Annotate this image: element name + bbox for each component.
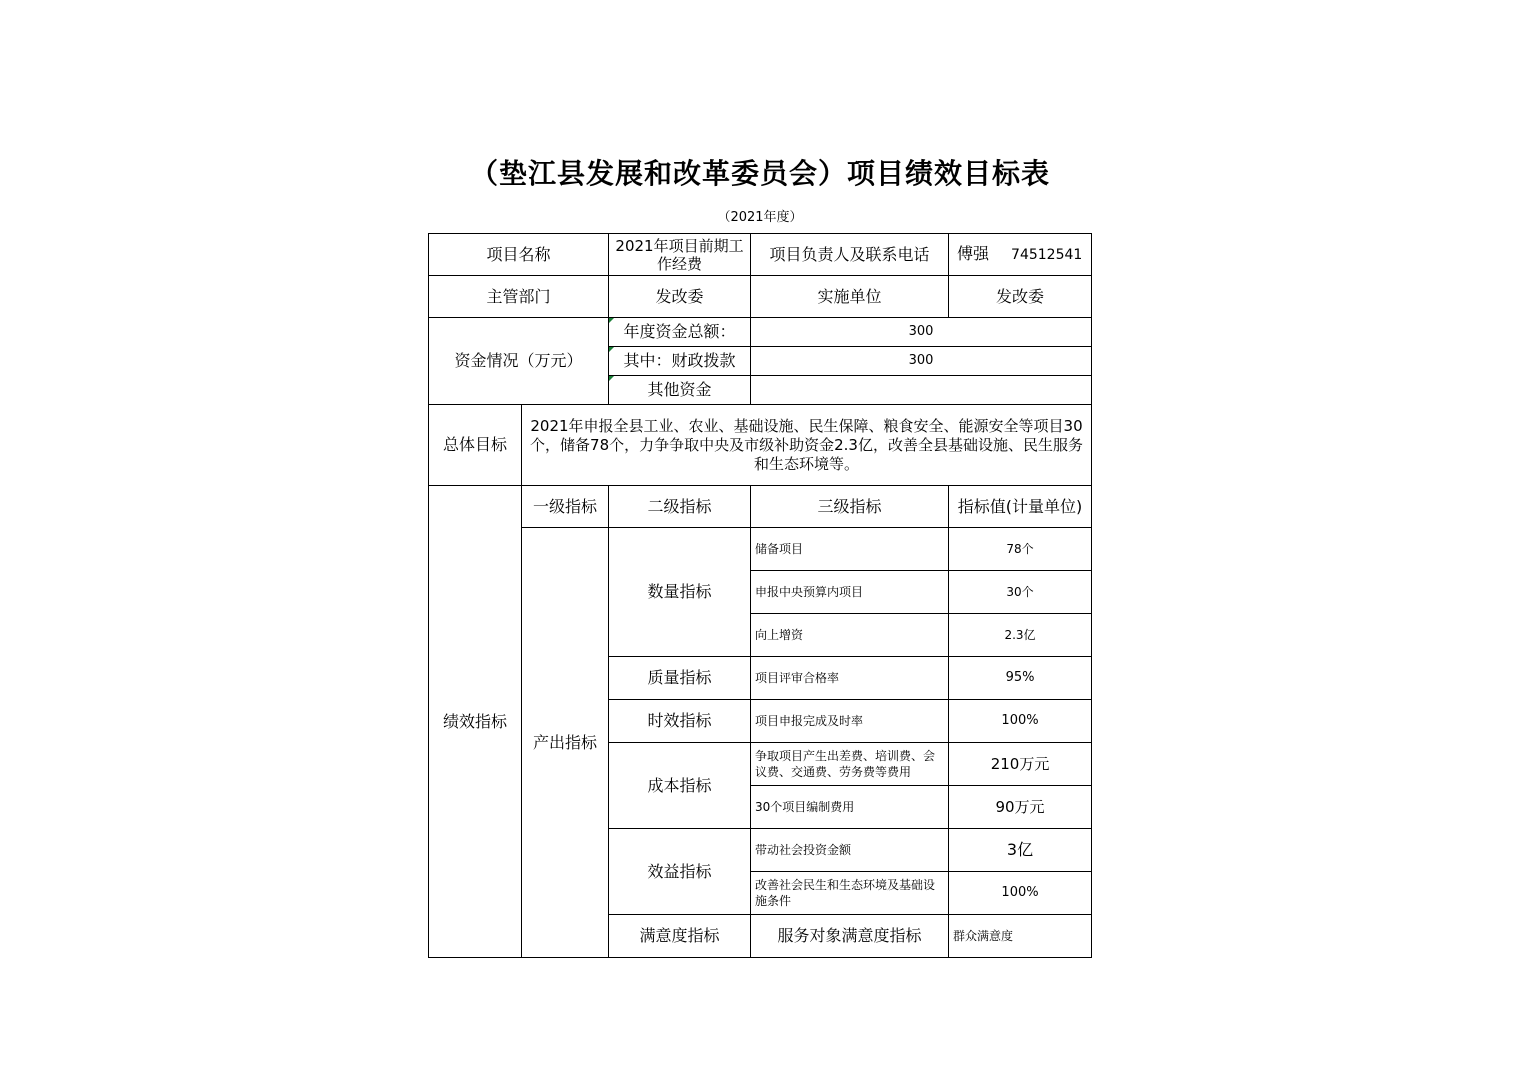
- funds-total-label: 年度资金总额：: [609, 318, 751, 347]
- indicator-value: 90万元: [949, 786, 1092, 829]
- indicator-name: 向上增资: [751, 614, 949, 657]
- table-row-project-name: [429, 234, 1092, 276]
- satisfaction-indicator-label: 满意度指标: [609, 915, 751, 958]
- funds-label: 资金情况（万元）: [429, 318, 609, 405]
- page-subtitle-year: （2021年度）: [717, 210, 803, 225]
- funds-total-value: 300: [751, 318, 1092, 347]
- indicator-name: 储备项目: [751, 528, 949, 571]
- goal-label: 总体目标: [429, 405, 522, 486]
- funds-fiscal-value: 300: [751, 347, 1092, 376]
- indicator-value: 210万元: [949, 743, 1092, 786]
- project-name-value: 2021年项目前期工作经费: [609, 234, 751, 276]
- header-level3: 三级指标: [751, 486, 949, 528]
- header-value: 指标值(计量单位): [949, 486, 1092, 528]
- table-row-overall-goal: [429, 405, 1092, 486]
- leader-name: 傅强: [957, 244, 990, 263]
- project-name-label: 项目名称: [429, 234, 609, 276]
- indicator-name: 群众满意度: [949, 915, 1092, 958]
- impl-label: 实施单位: [751, 276, 949, 318]
- indicator-value: 3亿: [949, 829, 1092, 872]
- quantity-indicator-label: 数量指标: [609, 528, 751, 657]
- indicator-name: 带动社会投资金额: [751, 829, 949, 872]
- quality-indicator-label: 质量指标: [609, 657, 751, 700]
- header-level2: 二级指标: [609, 486, 751, 528]
- indicator-name: 改善社会民生和生态环境及基础设施条件: [751, 872, 949, 915]
- indicator-name: 申报中央预算内项目: [751, 571, 949, 614]
- indicator-name: 30个项目编制费用: [751, 786, 949, 829]
- performance-target-table: [428, 233, 1092, 958]
- indicator-value: 100%: [949, 872, 1092, 915]
- table-row-department: [429, 276, 1092, 318]
- dept-label: 主管部门: [429, 276, 609, 318]
- output-indicator-label: 产出指标: [522, 528, 609, 958]
- funds-other-value: [751, 376, 1092, 405]
- goal-text: 2021年申报全县工业、农业、基础设施、民生保障、粮食安全、能源安全等项目30个，储备78个，力争争取中央及市级补助资金2.3亿，改善全县基础设施、民生服务和生态环境等。: [522, 405, 1092, 486]
- performance-table-wrapper: [428, 233, 1092, 958]
- indicator-value: 95%: [949, 657, 1092, 700]
- indicator-name: 争取项目产生出差费、培训费、会议费、交通费、劳务费等费用: [751, 743, 949, 786]
- page-title: （垫江县发展和改革委员会）项目绩效目标表: [469, 157, 1050, 190]
- leader-phone: 74512541: [1011, 247, 1083, 263]
- table-row-funds-total: [429, 318, 1092, 347]
- indicator-value: 100%: [949, 700, 1092, 743]
- indicator-value: 30个: [949, 571, 1092, 614]
- perf-label: 绩效指标: [429, 486, 522, 958]
- table-row: [429, 528, 1092, 571]
- funds-fiscal-label: 其中：财政拨款: [609, 347, 751, 376]
- funds-other-label: 其他资金: [609, 376, 751, 405]
- leader-label: 项目负责人及联系电话: [751, 234, 949, 276]
- service-satisfaction-label: 服务对象满意度指标: [751, 915, 949, 958]
- leader-contact: [949, 234, 1092, 276]
- indicator-name: 项目申报完成及时率: [751, 700, 949, 743]
- header-level1: 一级指标: [522, 486, 609, 528]
- indicator-value: 78个: [949, 528, 1092, 571]
- cost-indicator-label: 成本指标: [609, 743, 751, 829]
- impl-value: 发改委: [949, 276, 1092, 318]
- benefit-indicator-label: 效益指标: [609, 829, 751, 915]
- dept-value: 发改委: [609, 276, 751, 318]
- table-row-indicator-headers: [429, 486, 1092, 528]
- indicator-name: 项目评审合格率: [751, 657, 949, 700]
- indicator-value: 2.3亿: [949, 614, 1092, 657]
- timeliness-indicator-label: 时效指标: [609, 700, 751, 743]
